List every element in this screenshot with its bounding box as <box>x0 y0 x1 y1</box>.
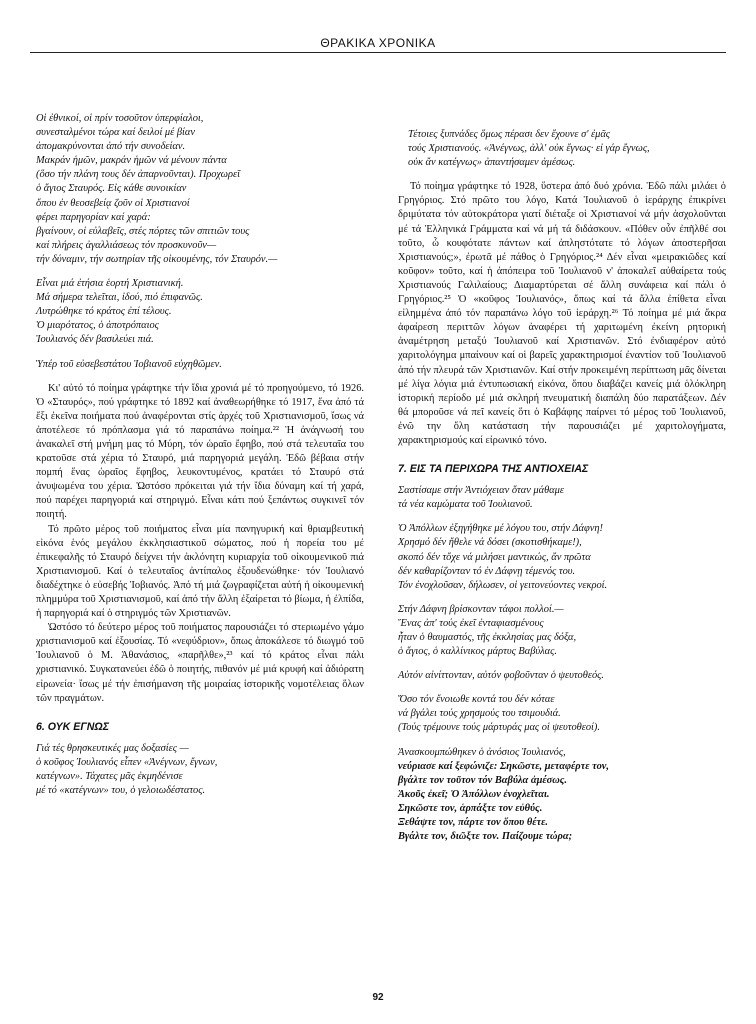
poem-excerpt-6 <box>398 484 726 512</box>
poem-excerpt-5 <box>398 128 726 170</box>
poem-line: Μακράν ἡμῶν, μακράν ἡμῶν νά μένουν πάντα <box>36 155 227 167</box>
poem-line: βγαίνουν, οἱ εὐλαβεῖς, στές πόρτες τῶν σπιτιῶν τους <box>36 225 250 237</box>
poem-line: Τέτοιες ξυπνάδες ὅμως πέρασι δεν ἔχουνε σ' ἐμᾶς <box>408 129 610 140</box>
poem-line: Ἕνας ἀπ' τούς ἐκεῖ ἐνταφιασμένους <box>398 617 544 629</box>
poem-line: Μά σήμερα τελεῖται, ἰδού, πιό ἐπιφανῶς. <box>36 292 203 304</box>
header-rule <box>30 52 726 53</box>
poem-line: σκοπό δέν τὄχε νά μιλήσει μαντικώς, ἄν πρῶτα <box>398 551 591 563</box>
poem-excerpt-2 <box>36 277 364 347</box>
poem-line: Ὑπέρ τοῦ εὐσεβεστάτου Ἰοβιανοῦ εὐχηθῶμεν. <box>36 358 222 370</box>
poem-line: οὐκ ἄν κατέγνως» ἀπαντήσαμεν ἀμέσως. <box>408 157 576 169</box>
poem-line: νά βγάλει τούς χρησμούς του τσιμουδιά. <box>398 708 561 720</box>
poem-line: Γιά τές θρησκευτικές μας δοξασίες — <box>36 742 189 754</box>
poem-line: τήν δύναμιν, τήν σωτηρίαν τῆς οἰκουμένης, τόν Σταυρόν.— <box>36 253 278 265</box>
poem-line: Στήν Δάφνη βρίσκονταν τάφοι πολλοί.— <box>398 603 564 615</box>
poem-line: Χρησμό δέν ἤθελε νά δόσει (σκοτισθήκαμε!), <box>398 537 582 549</box>
paragraph: Κι' αὐτό τό ποίημα γράφτηκε τήν ἴδια χρονιά μέ τό προηγούμενο, τό 1926. Ὁ «Σταυρός», πού γράφτηκε τό 1892 καί ἀναθεωρήθηκε τό 1917, ἕνα ἀπό τά ἔξι ἐκεῖνα ποιήματα πού ἀναφέρονται στίς ἀρχές τοῦ Χριστιανισμοῦ, ἴσως νά ἀποτέλεσε τό πρόπλασμα γιά τό παραπάνω ποίημα.²² Ἡ ἀνάγνωσή του ἀνακαλεῖ στή μνήμη μας τό Μύρη, τόν ὡραῖο ἔφηβο, πού στά τελευταῖα του κρατοῦσε στά χέρια τό Σταυρό, μιά παρηγοριά μεγάλη. Ἐδῶ βέβαια στήν πομπή ἕνας ὡραῖος ἔφηβος, λευκοντυμένος, κρατάει τό Σταυρό στά ἀνυψωμένα του χέρια. Ὡστόσο πρόκειται γιά τήν ἴδια δύναμη καί τή χαρά, πού παρέχει παρηγοριά καί στηριγμό. Εἶναι κάτι πού ξεπάντως συγκινεῖ τόν ποιητή. <box>36 382 364 521</box>
poem-line: Ὁ Ἀπόλλων ἐξηγήθηκε μέ λόγου του, στήν Δάφνη! <box>398 523 603 535</box>
poem-line: Ὅσο τόν ἔνοιωθε κοντά του δέν κόταε <box>398 694 555 706</box>
poem-excerpt-10 <box>398 693 726 735</box>
running-header: ΘΡΑΚΙΚΑ ΧΡΟΝΙΚΑ <box>320 36 436 50</box>
poem-line: ὅπου ἐν θεοσεβείᾳ ζοῦν οἱ Χριστιανοί <box>36 197 190 209</box>
poem-line: νεύριασε καί ξεφώνιζε: Σηκῶστε, μεταφέρτε τον, <box>398 760 609 772</box>
poem-line: κατέγνων». Τάχατες μᾶς ἐκμηδένισε <box>36 771 183 783</box>
poem-line: Λυτρώθηκε τό κράτος ἐπί τέλους. <box>36 306 172 318</box>
poem-excerpt-4 <box>36 742 364 798</box>
poem-line: ἦταν ὁ θαυμαστός, τῆς ἐκκλησίας μας δόξα, <box>398 632 577 643</box>
page-number: 92 <box>372 992 384 1003</box>
poem-line: βγάλτε τον τοῦτον τόν Βαβύλα ἀμέσως. <box>398 774 568 786</box>
poem-line: Τόν ἐνοχλοῦσαν, δήλωσεν, οἱ γειτονεύοντες νεκροί. <box>398 579 608 591</box>
paragraph: Τό πρῶτο μέρος τοῦ ποιήματος εἶναι μία πανηγυρική καί θριαμβευτική εἰκόνα ἑνός μεγάλου ἐκκλησιαστικοῦ σώματος, πού ἡ πορεία του μέ ἐπικεφαλῆς τό Σταυρό δείχνει τήν ἀκλόνητη κυριαρχία τοῦ οἰκουμενικοῦ πιά Χριστιανισμοῦ. Καί ὁ τελευταῖος ἀντίπαλος ἐξουδενώθηκε· τόν Ἰουλιανό διαδέχτηκε ὁ εὐσεβής Ἰοβιανός. Ἀπό τή μιά ζωγραφίζεται αὐτή ἡ οἰκουμενική πλημμύρα τοῦ Χριστιανισμοῦ, καί ἀπό τήν ἄλλη ἐξαίρεται τό βίωμα, ἡ ἐλπίδα, ἡ παρηγοριά καί ὁ στηριγμός τῶν Χριστιανῶν. <box>36 523 364 620</box>
paragraph: Τό ποίημα γράφτηκε τό 1928, ὕστερα ἀπό δυό χρόνια. Ἐδῶ πάλι μιλάει ὁ Γρηγόριος. Στό πρῶτο του λόγο, Κατά Ἰουλιανοῦ ὁ ἱεράρχης ἐπικρίνει δριμύτατα τόν αὐτοκράτορα γιατί διέταξε οἱ Χριστιανοί νά μήν ἀσχολοῦνται μέ τά Ἑλληνικά Γράμματα καί νά μή τά διδάσκουν. «Πόθεν οὖν ἐπῆλθέ σοι τοῦτο, ὦ κουφότατε πάντων καί ἀπληστότατε τό λόγων ἀποστερῆσαι Χριστιανούς;», ἐρωτᾶ μέ πάθος ὁ Γρηγόριος.²⁴ Δέν εἶναι «μειρακιῶδες καί κοῦφον» τοῦτο, καί ἡ ἀπόπειρα τοῦ Ἰουλιανοῦ ν' ἀποκαλεῖ αὐθαίρετα τούς Χριστιανούς Γαλιλαίους; Διαμαρτύρεται σέ ἄλλη συνάφεια καί πάλι ὁ Γρηγόριος.²⁵ Ὁ «κοῦφος Ἰουλιανός», ὅπως καί τά ἄλλα ἐπίθετα εἶναι εἰλημμένα ἀπό τόν παραπάνω λόγο τοῦ ἱεράρχη.²⁶ Τό ποίημα μέ μιά ἄκρα ἀφαίρεση περιττῶν λόγων ἀναφέρει τή χαριτωμένη ἐκείνη ρητορική ἀναμέτρηση μεταξύ Ἰουλιανοῦ καί Χριστιανῶν. Στό ἐνδιαφέρον αὐτό χαριτολόγημα μπαίνουν καί οἱ βαρεῖς χαρακτηρισμοί ἐναντίον τοῦ Ἰουλιανοῦ ἀπό τήν πλευρά τῶν Χριστιανῶν. Καί στήν προκειμένη περίπτωση μᾶς δίνεται μέ λίγα λόγια μιά ἐντυπωσιακή εἰκόνα, ὅπου διαβάζει κανείς μιά ὁλόκληρη ἱστορική περίοδο μέ μιά σκληρή πνευματική διαπάλη δύο παρατάξεων. Δέν θά μποροῦσε νά πεῖ κανείς ὅτι ὁ Καβάφης παίρνει τό μέρος τοῦ Ἰουλιανοῦ, ἐνῶ την ὅλη κατάσταση τήν παρουσιάζει μέ χαριτολογήματα, χαρακτηρισμούς καί εἰρωνικό τόνο. <box>398 181 726 446</box>
poem-line: τούς Χριστιανούς. «Ἀνέγνως, ἀλλ' οὐκ ἔγνως· εἰ γάρ ἔγνως, <box>408 143 650 155</box>
right-column <box>398 128 726 854</box>
poem-line: καί πλήρεις ἀγαλλιάσεως τόν προσκυνοῦν— <box>36 239 217 251</box>
poem-line: ὁ ἅγιος Σταυρός. Εἰς κάθε συνοικίαν <box>36 183 187 195</box>
poem-line: μέ τό «κατέγνων» του, ὁ γελοιωδέστατος. <box>36 785 206 797</box>
poem-line: Βγάλτε τον, διῶξτε τον. Παίζουμε τώρα; <box>398 831 573 843</box>
poem-line: τά νέα καμώματα τοῦ Ἰουλιανοῦ. <box>398 499 533 511</box>
poem-line: (Τούς τρέμουνε τούς μάρτυράς μας οἱ ψευτοθεοί). <box>398 722 600 734</box>
poem-excerpt-1 <box>36 112 364 267</box>
poem-excerpt-8 <box>398 603 726 659</box>
poem-line: ὁ κοῦφος Ἰουλιανός εἶπεν «Ἀνέγνων, ἔγνων, <box>36 756 218 768</box>
section-heading: 6. ΟΥΚ ΕΓΝΩΣ <box>36 720 109 733</box>
poem-excerpt-3 <box>36 358 364 372</box>
poem-excerpt-11 <box>398 746 726 845</box>
poem-line: Εἶναι μιά ἐτήσια ἑορτή Χριστιανική. <box>36 278 184 290</box>
poem-excerpt-9 <box>398 669 726 683</box>
poem-line: ὁ ἅγιος, ὁ καλλίνικος μάρτυς Βαβύλας. <box>398 646 557 658</box>
poem-line: Ἀκοῦς ἐκεῖ; Ὁ Ἀπόλλων ἐνοχλεῖται. <box>398 788 550 800</box>
poem-line: συνεσταλμένοι τώρα καί δειλοί μέ βίαν <box>36 127 195 139</box>
poem-line: Ἀνασκουμπώθηκεν ὁ ἀνόσιος Ἰουλιανός, <box>398 746 566 758</box>
poem-line: δέν καθαρίζονταν τό ἐν Δάφνῃ τέμενός του. <box>398 565 576 577</box>
paragraph: Ὡστόσο τό δεύτερο μέρος τοῦ ποιήματος παρουσιάζει τό στεριωμένο γάμο χριστιανισμοῦ καί ἐξουσίας. Τό «νεφύδριον», ὅπως ἀποκάλεσε τό διωγμό τοῦ Ἰουλιανοῦ ὁ Μ. Ἀθανάσιος, «παρῆλθε»,²³ καί τό κράτος εἶναι πάλι χριστιανικό. Συγκατανεύει ἐδῶ ὁ ποιητής, πιθανόν μέ μιά κρυφή καί ἀδιόρατη εἰρωνεία· ἴσως μέ τήν ἐπισήμανση τῆς μοιραίας ἱστορικῆς νομοτέλειας ὅλων τῶν πραγμάτων. <box>36 622 364 704</box>
poem-line: Ξεθάψτε τον, πάρτε τον ὅπου θέτε. <box>398 817 548 829</box>
poem-line: Αὐτόν αἰνίττονταν, αὐτόν φοβοῦνταν ὁ ψευτοθεός. <box>398 670 604 682</box>
poem-line: ἀπομακρύνονται ἀπό τήν συνοδείαν. <box>36 141 186 153</box>
section-heading: 7. ΕΙΣ ΤΑ ΠΕΡΙΧΩΡΑ ΤΗΣ ΑΝΤΙΟΧΕΙΑΣ <box>398 463 589 476</box>
poem-excerpt-7 <box>398 522 726 592</box>
poem-line: φέρει παρηγορίαν καί χαρά: <box>36 211 151 223</box>
poem-line: (ὅσο τήν πλάνη τους δέν ἀπαρνοῦνται). Προχωρεῖ <box>36 169 240 181</box>
left-column <box>36 112 364 808</box>
poem-line: Ἰουλιανός δέν βασιλεύει πιά. <box>36 334 154 346</box>
poem-line: Σαστίσαμε στήν Ἀντιόχειαν ὅταν μάθαμε <box>398 485 564 497</box>
poem-line: Οἱ ἐθνικοί, οἱ πρίν τοσοῦτον ὑπερφίαλοι, <box>36 113 204 124</box>
poem-line: Σηκῶστε τον, ἁρπάξτε τον εὐθύς. <box>398 802 543 814</box>
poem-line: Ὁ μιαρότατος, ὁ ἀποτρόπαιος <box>36 320 159 332</box>
